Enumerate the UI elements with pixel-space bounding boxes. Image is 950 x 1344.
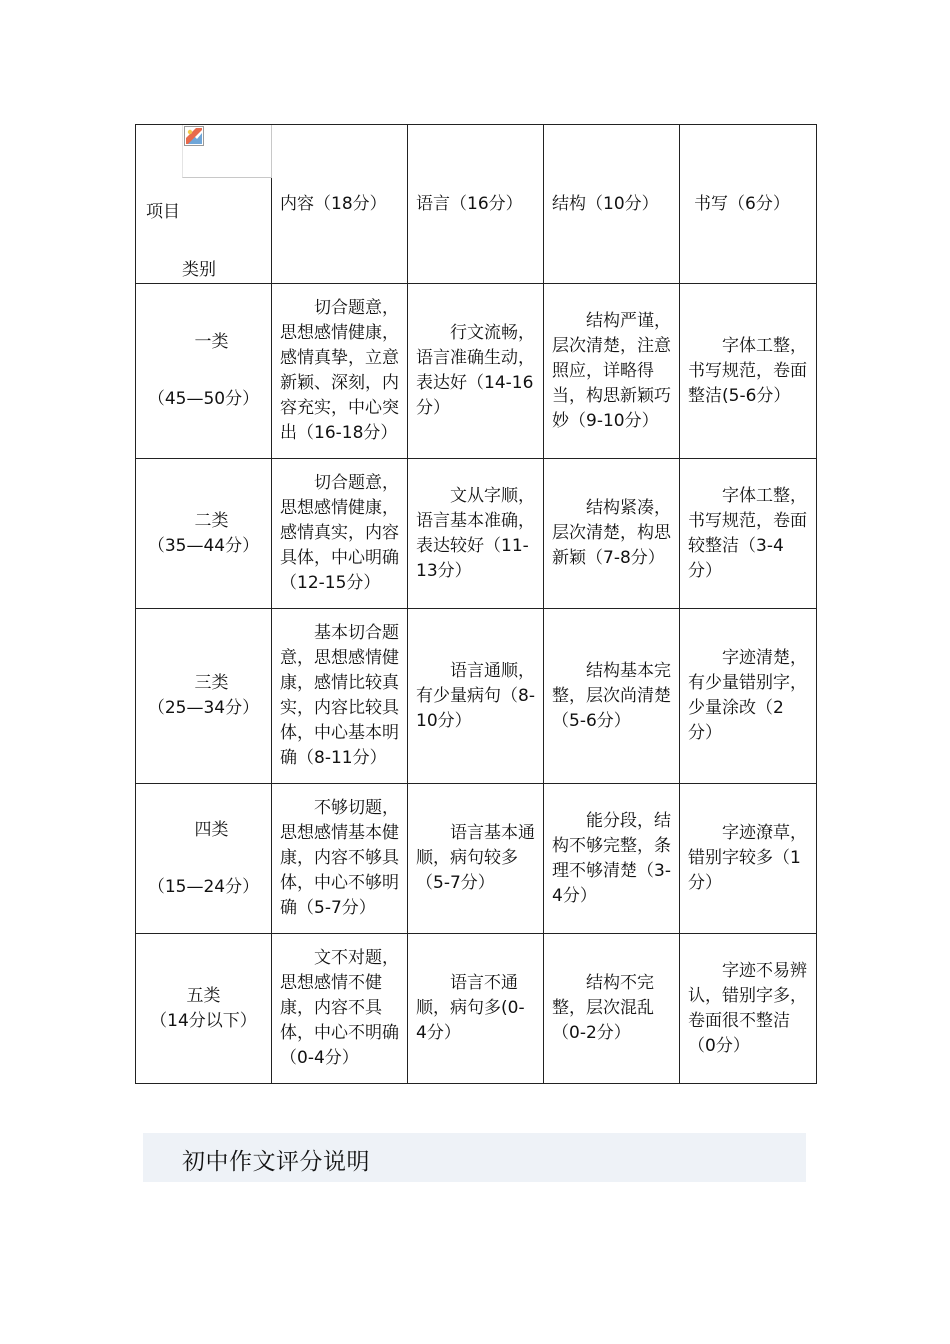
category-cell [136, 784, 272, 934]
category-name: 一类 [194, 332, 229, 352]
cell-writing [680, 609, 817, 784]
category-cell [136, 609, 272, 784]
header-structure: 结构（10分） [544, 125, 680, 284]
category-label: 类别 [182, 260, 216, 280]
cell-text: 语言不通顺，病句多(0-4分） [416, 973, 525, 1043]
header-content: 内容（18分） [272, 125, 408, 284]
cell-writing [680, 459, 817, 609]
table-row [136, 609, 817, 784]
header-language: 语言（16分） [408, 125, 544, 284]
category-cell [136, 934, 272, 1084]
table-row [136, 934, 817, 1084]
cell-content [272, 609, 408, 784]
cell-language [408, 284, 544, 459]
cell-text: 字体工整，书写规范，卷面较整洁（3-4分） [688, 485, 807, 581]
cell-content [272, 459, 408, 609]
cell-structure [544, 784, 680, 934]
category-cell [136, 459, 272, 609]
cell-writing [680, 284, 817, 459]
cell-structure [544, 459, 680, 609]
caption-title: 初中作文评分说明 [182, 1149, 370, 1175]
cell-text: 结构严谨，层次清楚，注意照应，详略得当，构思新颖巧妙（9-10分） [552, 310, 671, 431]
cell-text: 文从字顺，语言基本准确，表达较好（11-13分） [416, 485, 535, 581]
cell-text: 基本切合题意，思想感情健康，感情比较真实，内容比较具体，中心基本明确（8-11分） [280, 623, 399, 768]
cell-content [272, 784, 408, 934]
cell-content [272, 284, 408, 459]
corner-cell [136, 125, 272, 284]
broken-image-icon [182, 125, 272, 178]
table-row [136, 459, 817, 609]
cell-writing [680, 934, 817, 1084]
header-writing: 书写（6分） [680, 125, 817, 284]
cell-language [408, 934, 544, 1084]
category-range: （45—50分） [147, 389, 260, 409]
cell-structure [544, 609, 680, 784]
category-name: 四类 [194, 819, 229, 840]
cell-language [408, 459, 544, 609]
category-name: 二类 [194, 510, 229, 531]
header-row [136, 125, 817, 284]
category-name: 三类 [194, 673, 229, 693]
grading-table [135, 124, 817, 1084]
item-label: 项目 [146, 202, 180, 222]
cell-language [408, 609, 544, 784]
cell-text: 字体工整，书写规范，卷面整洁(5-6分） [688, 335, 807, 406]
cell-text: 结构紧凑，层次清楚，构思新颖（7-8分） [552, 498, 671, 568]
cell-text: 语言基本通顺，病句较多（5-7分） [416, 823, 535, 893]
cell-structure [544, 284, 680, 459]
cell-text: 结构基本完整，层次尚清楚（5-6分） [552, 660, 671, 731]
cell-text: 语言通顺，有少量病句（8-10分） [416, 660, 535, 731]
cell-content [272, 934, 408, 1084]
category-range: （15—24分） [147, 876, 260, 897]
category-range: （35—44分） [147, 535, 260, 556]
caption-bar [143, 1133, 806, 1182]
table-row [136, 784, 817, 934]
category-cell [136, 284, 272, 459]
cell-text: 字迹不易辨认，错别字多，卷面很不整洁（0分） [688, 960, 807, 1056]
category-range: （25—34分） [147, 698, 260, 718]
table-row [136, 284, 817, 459]
cell-text: 字迹清楚，有少量错别字，少量涂改（2分） [688, 648, 807, 743]
category-name: 五类 [186, 985, 221, 1006]
cell-language [408, 784, 544, 934]
cell-text: 字迹潦草，错别字较多（1分） [688, 823, 807, 893]
cell-text: 能分段，结构不够完整，条理不够清楚（3-4分） [552, 810, 671, 906]
cell-writing [680, 784, 817, 934]
cell-text: 不够切题，思想感情基本健康，内容不够具体，中心不够明确（5-7分） [280, 798, 399, 918]
cell-text: 切合题意，思想感情健康，感情真实，内容具体，中心明确（12-15分） [280, 473, 399, 593]
cell-text: 文不对题，思想感情不健康，内容不具体，中心不明确（0-4分） [280, 948, 399, 1068]
cell-text: 行文流畅，语言准确生动，表达好（14-16分） [416, 323, 535, 418]
cell-text: 切合题意，思想感情健康，感情真挚，立意新颖、深刻，内容充实，中心突出（16-18分） [280, 298, 399, 443]
cell-text: 结构不完整，层次混乱（0-2分） [552, 973, 654, 1043]
cell-structure [544, 934, 680, 1084]
category-range: （14分以下） [150, 1010, 257, 1031]
